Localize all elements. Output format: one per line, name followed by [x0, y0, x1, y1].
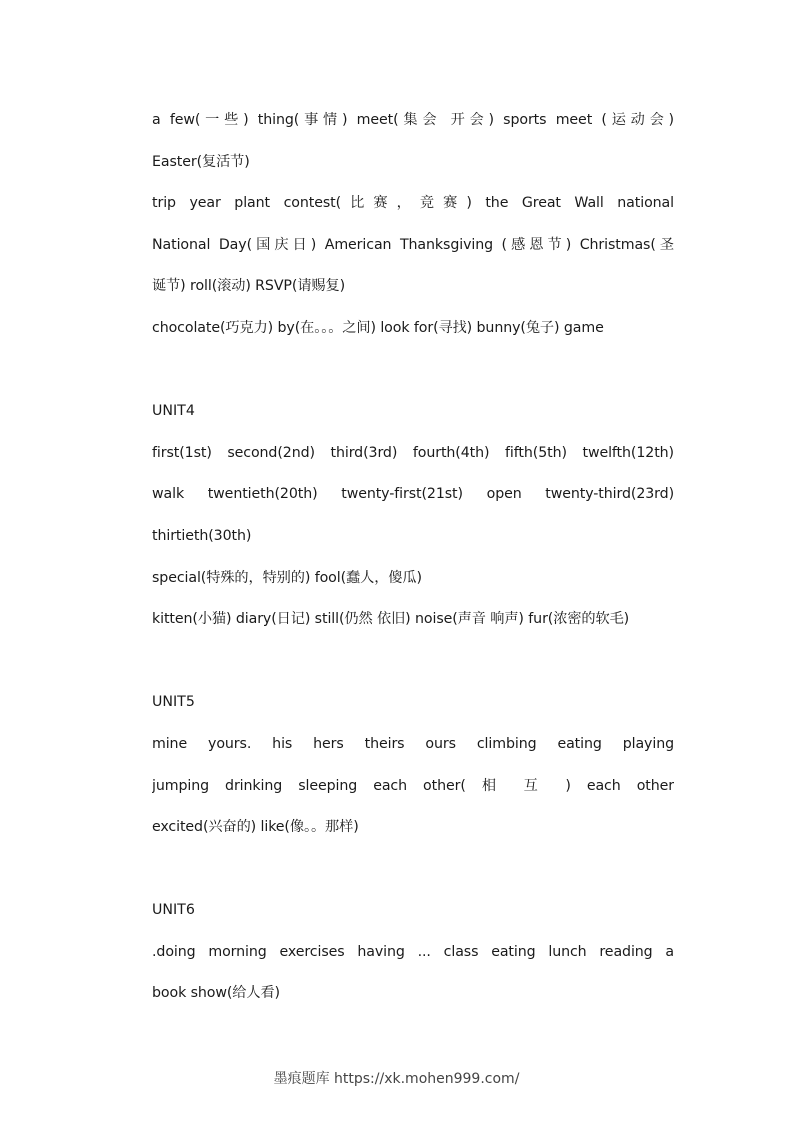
- text-line: special(特殊的，特别的) fool(蠢人，傻瓜): [152, 569, 422, 586]
- text-line: jumping drinking sleeping each other( 相 互 ) each other: [152, 777, 674, 794]
- text-line: Easter(复活节): [152, 153, 250, 170]
- text-line: mine yours. his hers theirs ours climbing eating playing: [152, 735, 674, 752]
- unit3-section: [152, 100, 674, 350]
- text-line: book show(给人看): [152, 985, 280, 1002]
- unit4-section: [152, 391, 674, 641]
- text-line: first(1st) second(2nd) third(3rd) fourth(4th) fifth(5th) twelfth(12th): [152, 444, 674, 461]
- section-spacer: [152, 641, 674, 683]
- text-line: .doing morning exercises having ... class eating lunch reading a: [152, 943, 674, 960]
- unit5-section: [152, 682, 674, 848]
- text-line: thirtieth(30th): [152, 527, 252, 544]
- text-line: trip year plant contest(比赛，竞赛) the Great Wall national: [152, 195, 674, 212]
- unit4-heading: UNIT4: [152, 403, 195, 420]
- text-line: a few(一些) thing(事情) meet(集会 开会) sports meet (运动会): [152, 112, 674, 128]
- text-line: walk twentieth(20th) twenty-first(21st) open twenty-third(23rd): [152, 486, 674, 503]
- document-body: [152, 100, 674, 1015]
- unit6-section: [152, 890, 674, 1015]
- section-spacer: [152, 849, 674, 891]
- text-line: kitten(小猫) diary(日记) still(仍然 依旧) noise(声音 响声) fur(浓密的软毛): [152, 611, 630, 628]
- text-line: excited(兴奋的) like(像。。那样): [152, 819, 359, 836]
- unit6-heading: UNIT6: [152, 902, 195, 919]
- section-spacer: [152, 350, 674, 392]
- footer-watermark: 墨痕题库 https://xk.mohen999.com/: [273, 1071, 520, 1087]
- text-line: National Day(国庆日) American Thanksgiving (感恩节) Christmas(圣: [152, 236, 674, 253]
- text-line: chocolate(巧克力) by(在。。。之间) look for(寻找) bunny(兔子) game: [152, 319, 604, 336]
- unit5-heading: UNIT5: [152, 694, 195, 711]
- text-line: 诞节) roll(滚动) RSVP(请赐复): [152, 278, 346, 295]
